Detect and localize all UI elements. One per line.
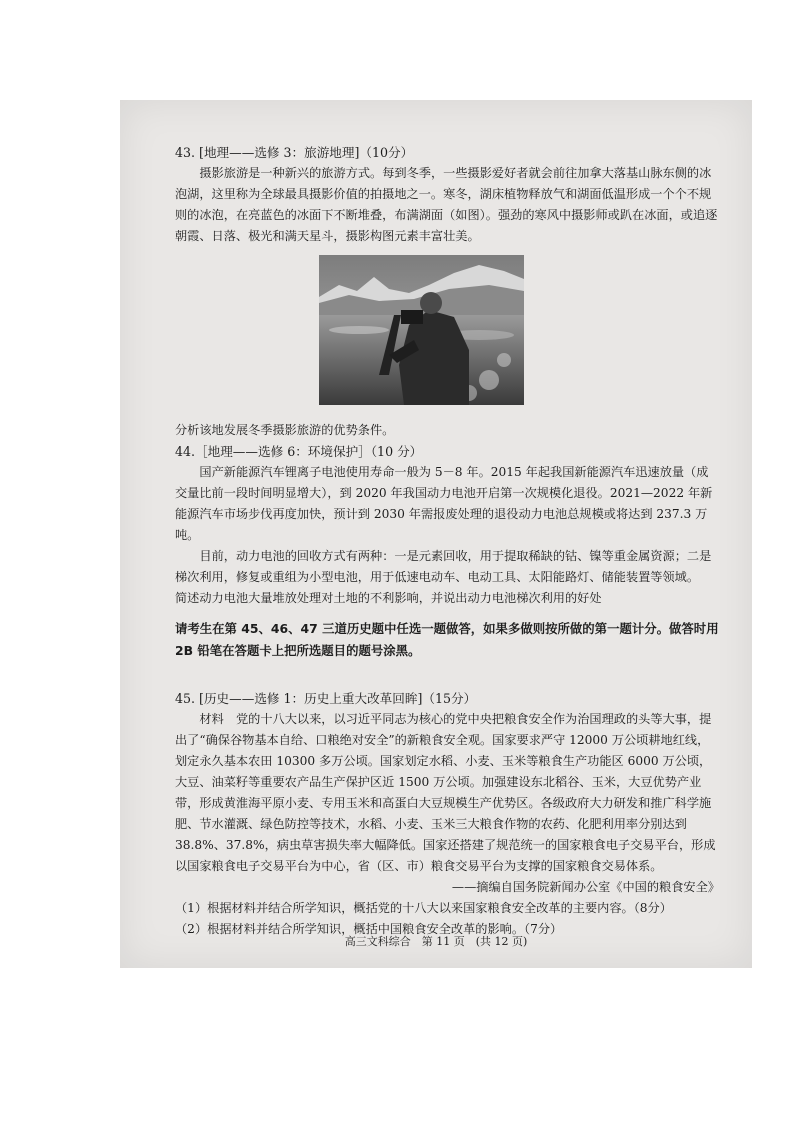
q45-source: ——摘编自国务院新闻办公室《中国的粮食安全》 (451, 880, 720, 894)
q43-body: 摄影旅游是一种新兴的旅游方式。每到冬季，一些摄影爱好者就会前往加拿大落基山脉东侧的冰泡湖，这里称为全球最具摄影价值的拍摄地之一。寒冬，湖床植物释放气和湖面低温形成一个个不规则的冰泡，在亮蓝色的冰面下不断堆叠，布满湖面（如图）。强劲的寒风中摄影师或趴在冰面，或追逐朝霞、日落、极光和满天星斗，摄影构图元素丰富壮美。 (175, 166, 718, 243)
q44-question: 简述动力电池大量堆放处理对土地的不利影响，并说出动力电池梯次利用的好处 (175, 591, 602, 605)
question-45 (175, 688, 720, 940)
page-footer: 高三文科综合 第 11 页 (共 12 页) (344, 935, 528, 948)
q45-sub1: （1）根据材料并结合所学知识，概括党的十八大以来国家粮食安全改革的主要内容。（8分） (175, 901, 672, 915)
photographer-on-ice-photo (319, 255, 524, 405)
q44-para1: 国产新能源汽车锂离子电池使用寿命一般为 5－8 年。2015 年起我国新能源汽车迅速放量（成交量比前一段时间明显增大），到 2020 年我国动力电池开启第一次规模化退役。2021—2022 年新能源汽车市场步伐再度加快，预计到 2030 年需报废处理的退役动力电池总规模或将达到 237.3 万吨。 (175, 465, 713, 542)
exam-page (120, 100, 752, 968)
q45-heading: 45. [历史——选修 1：历史上重大改革回眸]（15分） (175, 691, 477, 706)
q45-material: 材料 党的十八大以来，以习近平同志为核心的党中央把粮食安全作为治国理政的头等大事，提出了“确保谷物基本自给、口粮绝对安全”的新粮食安全观。国家要求严守 12000 万公顷耕地红线，划定永久基本农田 10300 多万公顷。国家划定水稻、小麦、玉米等粮食生产功能区 6000 万公顷，大豆、油菜籽等重要农产品生产保护区近 1500 万公顷。加强建设东北稻谷、玉米，大豆优势产业带，形成黄淮海平原小麦、专用玉米和高蛋白大豆规模生产优势区。各级政府大力研发和推广科学施肥、节水灌溉、绿色防控等技术，水稻、小麦、玉米三大粮食作物的农药、化肥利用率分别达到 38.8%、37.8%，病虫草害损失率大幅降低。国家还搭建了规范统一的国家粮食电子交易平台，形成以国家粮食电子交易平台为中心，省（区、市）粮食交易平台为支撑的国家粮食交易体系。 (175, 712, 716, 873)
q44-para2: 目前，动力电池的回收方式有两种：一是元素回收，用于提取稀缺的钴、镍等重金属资源；二是梯次利用，修复或重组为小型电池，用于低速电动车、电动工具、太阳能路灯、储能装置等领域。 (175, 549, 712, 584)
question-43 (175, 142, 720, 247)
history-instruction: 请考生在第 45、46、47 三道历史题中任选一题做答，如果多做则按所做的第一题计分。做答时用 2B 铅笔在答题卡上把所选题目的题号涂黑。 (175, 621, 719, 658)
q44-heading: 44.［地理——选修 6：环境保护］（10 分） (175, 444, 423, 459)
q43-question: 分析该地发展冬季摄影旅游的优势条件。 (175, 423, 395, 437)
question-44 (175, 420, 720, 609)
q43-heading: 43. [地理——选修 3：旅游地理]（10分） (175, 145, 414, 160)
q45-sub2: （2）根据材料并结合所学知识，概括中国粮食安全改革的影响。（7分） (175, 922, 563, 936)
